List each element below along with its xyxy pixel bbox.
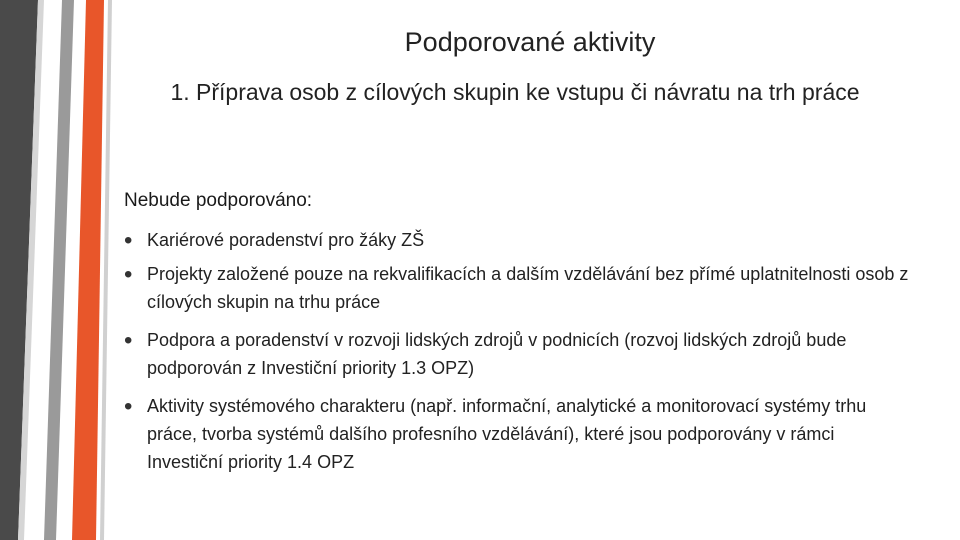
stripe-gray (44, 0, 74, 540)
decorative-stripes (0, 0, 140, 540)
slide-subtitle: 1. Příprava osob z cílových skupin ke vstupu či návratu na trh práce (170, 79, 860, 105)
bullet-text: Podpora a poradenství v rozvoji lidských zdrojů v podnicích (rozvoj lidských zdrojů bude podporován z Investiční priority 1.3 OPZ) (147, 330, 847, 378)
bullet-text: Kariérové poradenství pro žáky ZŠ (147, 230, 425, 250)
section-label: Nebude podporováno: (124, 190, 313, 211)
stripe-orange (72, 0, 104, 540)
bullet-icon: • (124, 227, 133, 254)
bullet-item (124, 260, 914, 316)
bullet-icon: • (124, 393, 133, 420)
bullet-text: Projekty založené pouze na rekvalifikacích a dalším vzdělávání bez přímé uplatnitelnosti osob z cílových skupin na trhu práce (147, 264, 909, 312)
bullet-text: Aktivity systémového charakteru (např. informační, analytické a monitorovací systémy trhu práce, tvorba systémů dalšího profesního vzdělávání), které jsou podporovány v rámci Investiční priority 1.4 OPZ (147, 396, 867, 472)
bullet-icon: • (124, 327, 133, 354)
bullet-list (124, 226, 914, 486)
bullet-item (124, 326, 914, 382)
slide-title: Podporované aktivity (404, 27, 656, 57)
bullet-item (124, 226, 914, 254)
bullet-icon: • (124, 261, 133, 288)
bullet-item (124, 392, 914, 476)
